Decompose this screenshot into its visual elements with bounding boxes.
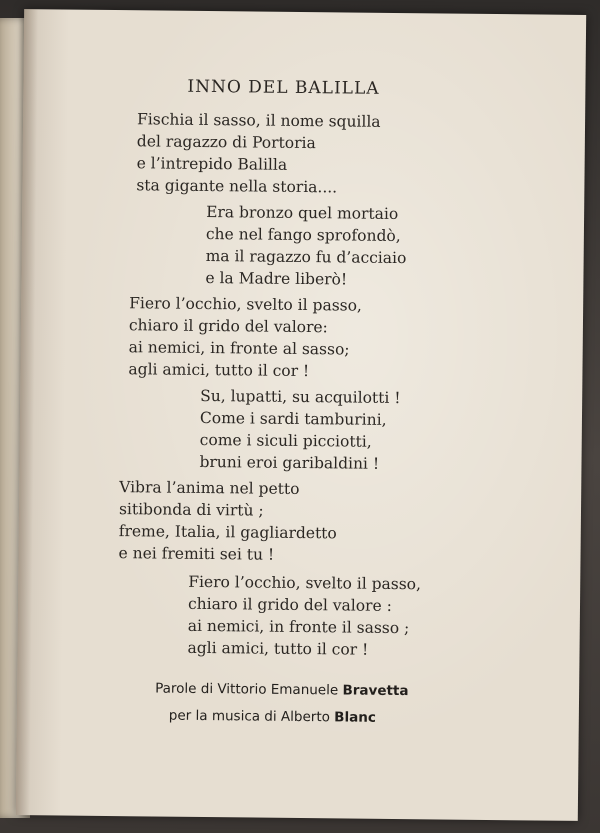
verse-line: Fiero l’occhio, svelto il passo, — [188, 572, 422, 594]
verse-line: e la Madre liberò! — [205, 268, 348, 289]
verse-line: ai nemici, in fronte al sasso; — [128, 338, 350, 359]
stanza-5 — [118, 476, 337, 566]
verse-line: Come i sardi tamburini, — [199, 408, 387, 429]
verse-line: come i siculi picciotti, — [199, 430, 372, 451]
credits-music — [169, 708, 376, 726]
verse-line: ai nemici, in fronte il sasso ; — [187, 616, 410, 638]
verse-line: Fischia il sasso, il nome squilla — [136, 110, 381, 131]
verse-line: freme, Italia, il gagliardetto — [118, 522, 337, 543]
verse-line: ma il ragazzo fu d’acciaio — [205, 246, 407, 268]
credits-lyricist-surname: Bravetta — [342, 682, 409, 700]
credits-lyrics-prefix: Parole di Vittorio Emanuele — [155, 680, 339, 699]
stanza-3 — [128, 292, 362, 382]
verse-line: e nei fremiti sei tu ! — [118, 544, 275, 564]
verse-line: e l’intrepido Balilla — [136, 154, 288, 174]
book-page — [16, 9, 586, 821]
verse-line: sitibonda di virtù ; — [118, 500, 264, 520]
verse-line: sta gigante nella storia.... — [136, 176, 338, 197]
verse-line: che nel fango sprofondò, — [205, 224, 401, 246]
credits-composer-surname: Blanc — [334, 709, 376, 726]
verse-line: bruni eroi garibaldini ! — [199, 452, 380, 473]
credits-lyrics — [155, 680, 409, 699]
verse-line: agli amici, tutto il cor ! — [128, 360, 310, 381]
verse-line: chiaro il grido del valore : — [187, 594, 392, 615]
verse-line: Su, lupatti, su acquilotti ! — [200, 386, 401, 408]
verse-line: Fiero l’occhio, svelto il passo, — [129, 294, 363, 315]
verse-line: chiaro il grido del valore: — [128, 316, 328, 337]
stanza-4 — [199, 385, 400, 475]
verse-line: agli amici, tutto il cor ! — [187, 638, 369, 659]
stanza-6 — [187, 571, 421, 661]
verse-line: Era bronzo quel mortaio — [206, 202, 399, 224]
verse-line: Vibra l’anima nel petto — [119, 478, 300, 498]
credits-music-prefix: per la musica di Alberto — [168, 707, 331, 726]
poem-title: INNO DEL BALILLA — [187, 76, 380, 99]
stanza-2 — [205, 201, 407, 291]
stanza-1 — [136, 108, 380, 199]
verse-line: del ragazzo di Portoria — [136, 132, 316, 153]
